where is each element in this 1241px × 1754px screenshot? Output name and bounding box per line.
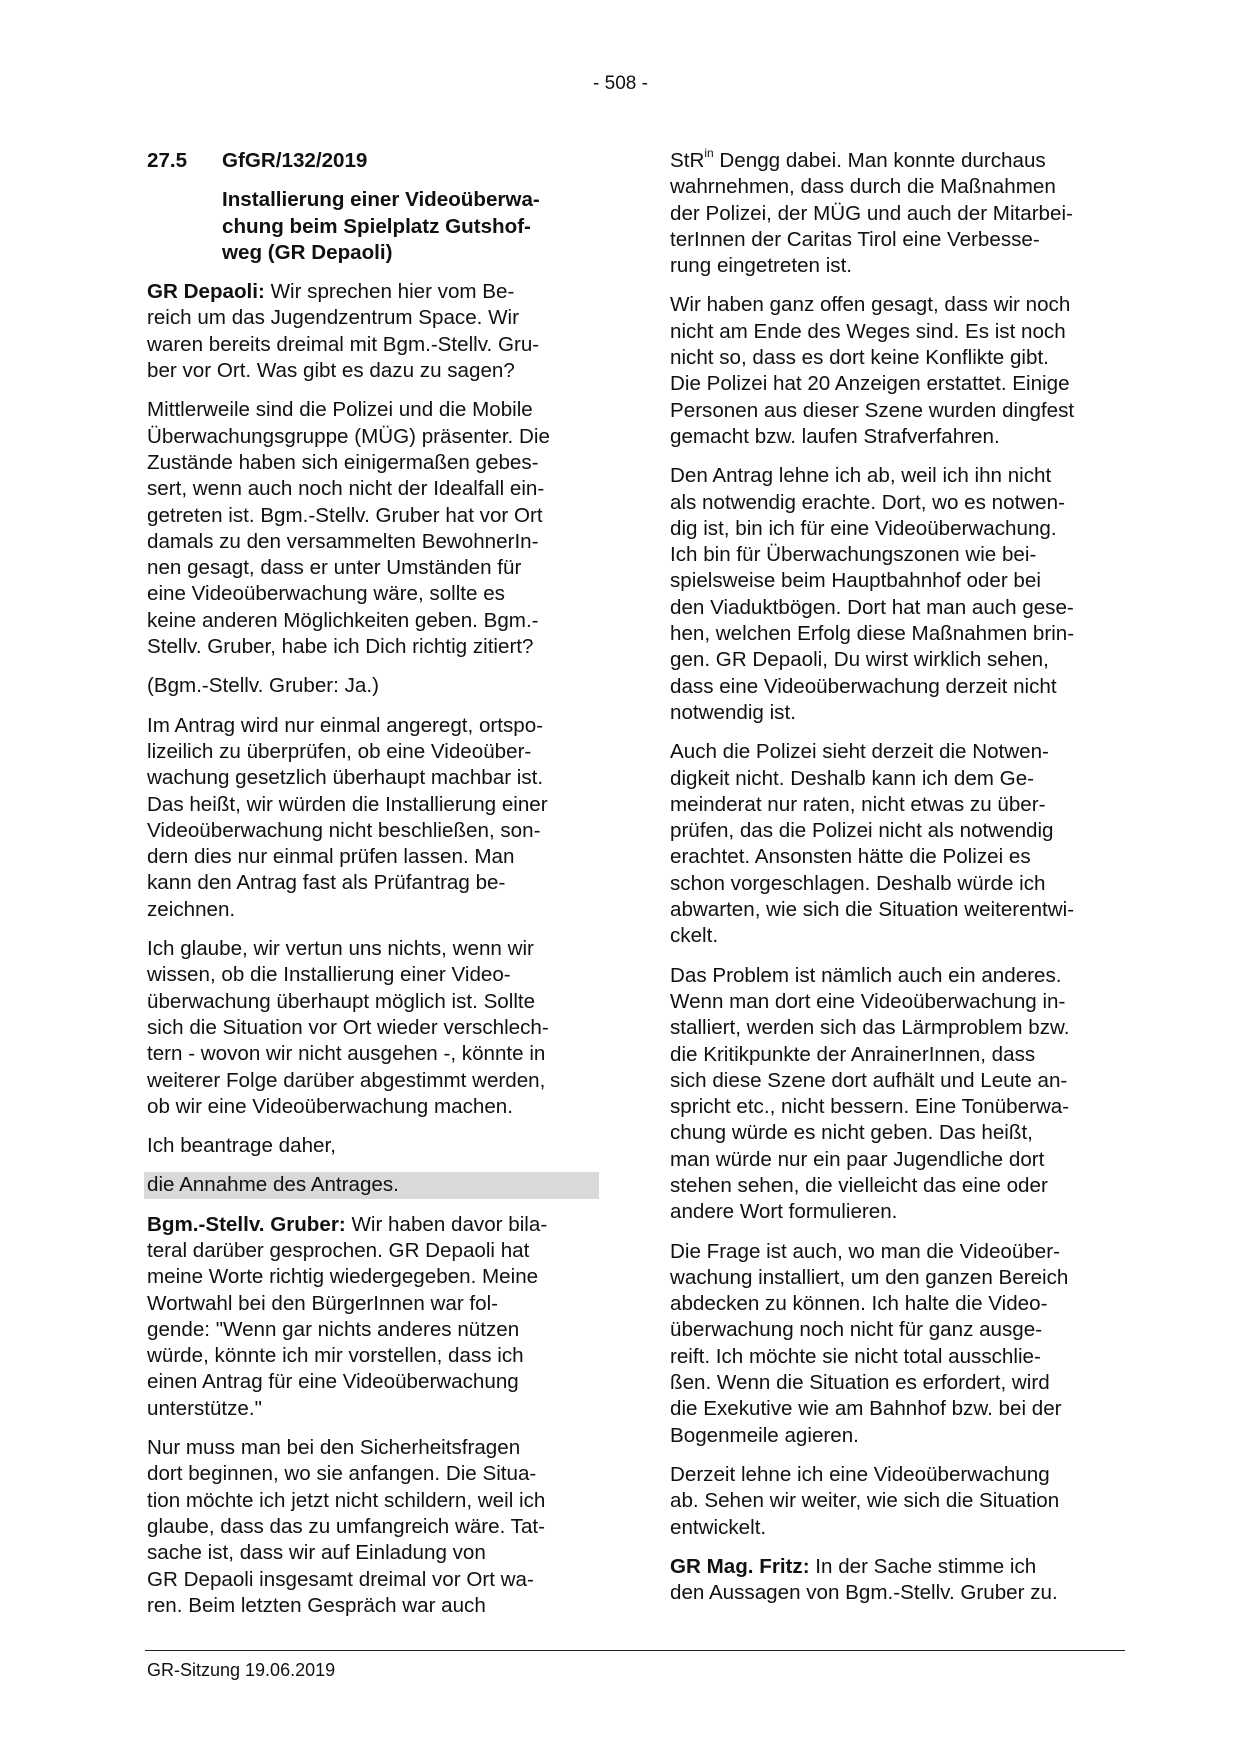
text-line: den Viaduktbögen. Dort hat man auch gese- — [670, 595, 1074, 619]
text-line: wissen, ob die Installierung einer Video- — [147, 963, 511, 987]
text-line: digkeit nicht. Deshalb kann ich dem Ge- — [670, 766, 1035, 790]
text-line: tern - wovon wir nicht ausgehen -, könnte in — [147, 1042, 546, 1066]
text-line: weiterer Folge darüber abgestimmt werden, — [147, 1068, 546, 1092]
text-line: sich diese Szene dort aufhält und Leute an- — [670, 1068, 1068, 1092]
text-line: Ich bin für Überwachungszonen wie bei- — [670, 543, 1037, 567]
text-line: ob wir eine Videoüberwachung machen. — [147, 1094, 513, 1118]
text-line: die Exekutive wie am Bahnhof bzw. bei der — [670, 1397, 1062, 1421]
paragraph-body — [670, 1239, 1122, 1449]
text-line: lizeilich zu überprüfen, ob eine Videoüber- — [147, 739, 532, 763]
text-line: teral darüber gesprochen. GR Depaoli hat — [147, 1238, 530, 1262]
text-line: den Aussagen von Bgm.-Stellv. Gruber zu. — [670, 1581, 1058, 1605]
text-line: Ich glaube, wir vertun uns nichts, wenn wir — [147, 937, 534, 961]
text-line: notwendig ist. — [670, 700, 796, 724]
text-line: wachung installiert, um den ganzen Bereich — [670, 1265, 1069, 1289]
title-superscript: in — [704, 146, 714, 161]
speaker-name: Bgm.-Stellv. Gruber: — [147, 1212, 346, 1236]
text-line: ber vor Ort. Was gibt es dazu zu sagen? — [147, 359, 515, 383]
text-line: wahrnehmen, dass durch die Maßnahmen — [670, 175, 1056, 199]
text-line: getreten ist. Bgm.-Stellv. Gruber hat vor Ort — [147, 503, 543, 527]
text-line: entwickelt. — [670, 1515, 767, 1539]
paragraph-gr-mag-fritz — [670, 1554, 1122, 1607]
text-line: In der Sache stimme ich — [809, 1554, 1037, 1578]
text-line: dort beginnen, wo sie anfangen. Die Situa- — [147, 1462, 537, 1486]
text-line: dass eine Videoüberwachung derzeit nicht — [670, 674, 1057, 698]
text-line: Die Polizei hat 20 Anzeigen erstattet. Einige — [670, 372, 1070, 396]
text-line: Auch die Polizei sieht derzeit die Notwen- — [670, 740, 1049, 764]
text-line: reift. Ich möchte sie nicht total ausschlie- — [670, 1344, 1041, 1368]
agenda-item-heading — [147, 148, 599, 174]
text-line: Das heißt, wir würden die Installierung einer — [147, 792, 548, 816]
speaker-name: GR Depaoli: — [147, 280, 265, 304]
text-line: unterstütze." — [147, 1396, 262, 1420]
text-line: gemacht bzw. laufen Strafverfahren. — [670, 424, 1000, 448]
text-line: Das Problem ist nämlich auch ein anderes. — [670, 963, 1062, 987]
text-line: überwachung noch nicht für ganz ausge- — [670, 1318, 1043, 1342]
paragraph-gr-depaoli-1 — [147, 279, 599, 384]
subject-line: weg (GR Depaoli) — [222, 240, 393, 264]
text-line: dig ist, bin ich für eine Videoüberwachung. — [670, 516, 1057, 540]
paragraph-body — [670, 463, 1122, 726]
text-line: wachung gesetzlich überhaupt machbar ist. — [147, 766, 544, 790]
text-line: nen gesagt, dass er unter Umständen für — [147, 556, 522, 580]
text-line: abwarten, wie sich die Situation weiterentwi- — [670, 898, 1075, 922]
text-line: Im Antrag wird nur einmal angeregt, ortspo- — [147, 713, 544, 737]
text-line: Wortwahl bei den BürgerInnen war fol- — [147, 1291, 499, 1315]
text-line: stalliert, werden sich das Lärmproblem bzw. — [670, 1016, 1070, 1040]
paragraph-body — [670, 1462, 1122, 1541]
text-line: stehen sehen, die vielleicht das eine oder — [670, 1173, 1048, 1197]
text-line: dern dies nur einmal prüfen lassen. Man — [147, 845, 515, 869]
paragraph-body — [670, 292, 1122, 450]
text-line: als notwendig erachte. Dort, wo es notwen- — [670, 490, 1065, 514]
text-line: ßen. Wenn die Situation es erfordert, wird — [670, 1371, 1050, 1395]
paragraph-body — [670, 963, 1122, 1226]
text-line: eine Videoüberwachung wäre, sollte es — [147, 582, 505, 606]
text-line: gende: "Wenn gar nichts anderes nützen — [147, 1317, 520, 1341]
agenda-item-subject — [222, 187, 599, 266]
text-line: schon vorgeschlagen. Deshalb würde ich — [670, 871, 1046, 895]
footer-session-date: GR-Sitzung 19.06.2019 — [147, 1660, 336, 1680]
paragraph-body — [670, 148, 1122, 279]
text-line: sert, wenn auch noch nicht der Idealfall ein- — [147, 477, 545, 501]
paragraph-body — [147, 1435, 599, 1619]
text-line: der Polizei, der MÜG und auch der Mitarbei- — [670, 201, 1073, 225]
text-line: rung eingetreten ist. — [670, 254, 853, 278]
text-line: spielsweise beim Hauptbahnhof oder bei — [670, 569, 1041, 593]
text-line: keine anderen Möglichkeiten geben. Bgm.- — [147, 608, 539, 632]
text-line: damals zu den versammelten BewohnerIn- — [147, 529, 539, 553]
text-line: waren bereits dreimal mit Bgm.-Stellv. Gru- — [147, 332, 540, 356]
text-line: überwachung überhaupt möglich ist. Sollte — [147, 989, 536, 1013]
text-line: die Kritikpunkte der AnrainerInnen, dass — [670, 1042, 1036, 1066]
text-line: nicht am Ende des Weges sind. Es ist noch — [670, 319, 1066, 343]
paragraph-bgm-gruber — [147, 1212, 599, 1422]
text-line: glaube, dass das zu umfangreich wäre. Tat- — [147, 1514, 545, 1538]
paragraph-body — [147, 936, 599, 1120]
text-line: Wenn man dort eine Videoüberwachung in- — [670, 989, 1066, 1013]
text-line: Wir haben ganz offen gesagt, dass wir noch — [670, 293, 1071, 317]
title-abbreviation: StR — [670, 149, 705, 172]
text-line: chung würde es nicht geben. Das heißt, — [670, 1121, 1033, 1145]
text-line: Videoüberwachung nicht beschließen, son- — [147, 818, 541, 842]
text-line: sache ist, dass wir auf Einladung von — [147, 1541, 486, 1565]
left-column — [147, 148, 599, 1632]
text-line: gen. GR Depaoli, Du wirst wirklich sehen, — [670, 648, 1049, 672]
agenda-item-number: 27.5 — [147, 149, 188, 172]
text-line: ckelt. — [670, 924, 719, 948]
text-line: Wir sprechen hier vom Be- — [264, 280, 515, 304]
text-line: kann den Antrag fast als Prüfantrag be- — [147, 871, 506, 895]
text-line: sich die Situation vor Ort wieder verschlech- — [147, 1015, 549, 1039]
paragraph-body — [147, 397, 599, 660]
text-line: Wir haben davor bila- — [345, 1212, 548, 1236]
motion-intro: Ich beantrage daher, — [147, 1134, 336, 1158]
motion-request-highlight: die Annahme des Antrages. — [144, 1172, 599, 1198]
text-line: würde, könnte ich mir vorstellen, dass ich — [147, 1344, 524, 1368]
text-line: tion möchte ich jetzt nicht schildern, weil ich — [147, 1488, 546, 1512]
text-line: Mittlerweile sind die Polizei und die Mobile — [147, 398, 533, 422]
text-line: ren. Beim letzten Gespräch war auch — [147, 1593, 486, 1617]
text-line: meinderat nur raten, nicht etwas zu über- — [670, 792, 1046, 816]
text-line: Die Frage ist auch, wo man die Videoüber- — [670, 1239, 1060, 1263]
text-line: einen Antrag für eine Videoüberwachung — [147, 1370, 519, 1394]
text-line: Zustände haben sich einigermaßen gebes- — [147, 450, 539, 474]
text-line: Bogenmeile agieren. — [670, 1423, 859, 1447]
text-line: abdecken zu können. Ich halte die Video- — [670, 1292, 1048, 1316]
text-line: Dengg dabei. Man konnte durchaus — [713, 149, 1046, 172]
right-column — [670, 148, 1122, 1619]
agenda-item-code: GfGR/132/2019 — [222, 149, 368, 172]
speaker-name: GR Mag. Fritz: — [670, 1554, 810, 1578]
text-line: ab. Sehen wir weiter, wie sich die Situation — [670, 1489, 1060, 1513]
text-line: meine Worte richtig wiedergegeben. Meine — [147, 1265, 539, 1289]
text-line: hen, welchen Erfolg diese Maßnahmen brin- — [670, 622, 1075, 646]
text-line: terInnen der Caritas Tirol eine Verbesse- — [670, 227, 1040, 251]
text-line: Nur muss man bei den Sicherheitsfragen — [147, 1436, 521, 1460]
paragraph-body — [670, 739, 1122, 949]
text-line: Personen aus dieser Szene wurden dingfest — [670, 398, 1075, 422]
text-line: GR Depaoli insgesamt dreimal vor Ort wa- — [147, 1567, 534, 1591]
text-line: Derzeit lehne ich eine Videoüberwachung — [670, 1462, 1050, 1486]
text-line: nicht so, dass es dort keine Konflikte gibt. — [670, 346, 1049, 370]
footer-divider — [145, 1650, 1125, 1651]
text-line: reich um das Jugendzentrum Space. Wir — [147, 306, 519, 330]
interjection: (Bgm.-Stellv. Gruber: Ja.) — [147, 674, 379, 698]
paragraph-body — [147, 713, 599, 923]
text-line: prüfen, das die Polizei nicht als notwendig — [670, 819, 1054, 843]
subject-line: chung beim Spielplatz Gutshof- — [222, 214, 531, 238]
text-line: spricht etc., nicht bessern. Eine Tonüberwa- — [670, 1095, 1070, 1119]
text-line: Überwachungsgruppe (MÜG) präsenter. Die — [147, 424, 550, 448]
text-line: erachtet. Ansonsten hätte die Polizei es — [670, 845, 1031, 869]
text-line: andere Wort formulieren. — [670, 1200, 898, 1224]
page-number: - 508 - — [593, 73, 648, 94]
text-line: zeichnen. — [147, 897, 236, 921]
text-line: man würde nur ein paar Jugendliche dort — [670, 1147, 1045, 1171]
subject-line: Installierung einer Videoüberwa- — [222, 188, 540, 212]
text-line: Den Antrag lehne ich ab, weil ich ihn nicht — [670, 464, 1052, 488]
text-line: Stellv. Gruber, habe ich Dich richtig zitiert? — [147, 635, 534, 659]
